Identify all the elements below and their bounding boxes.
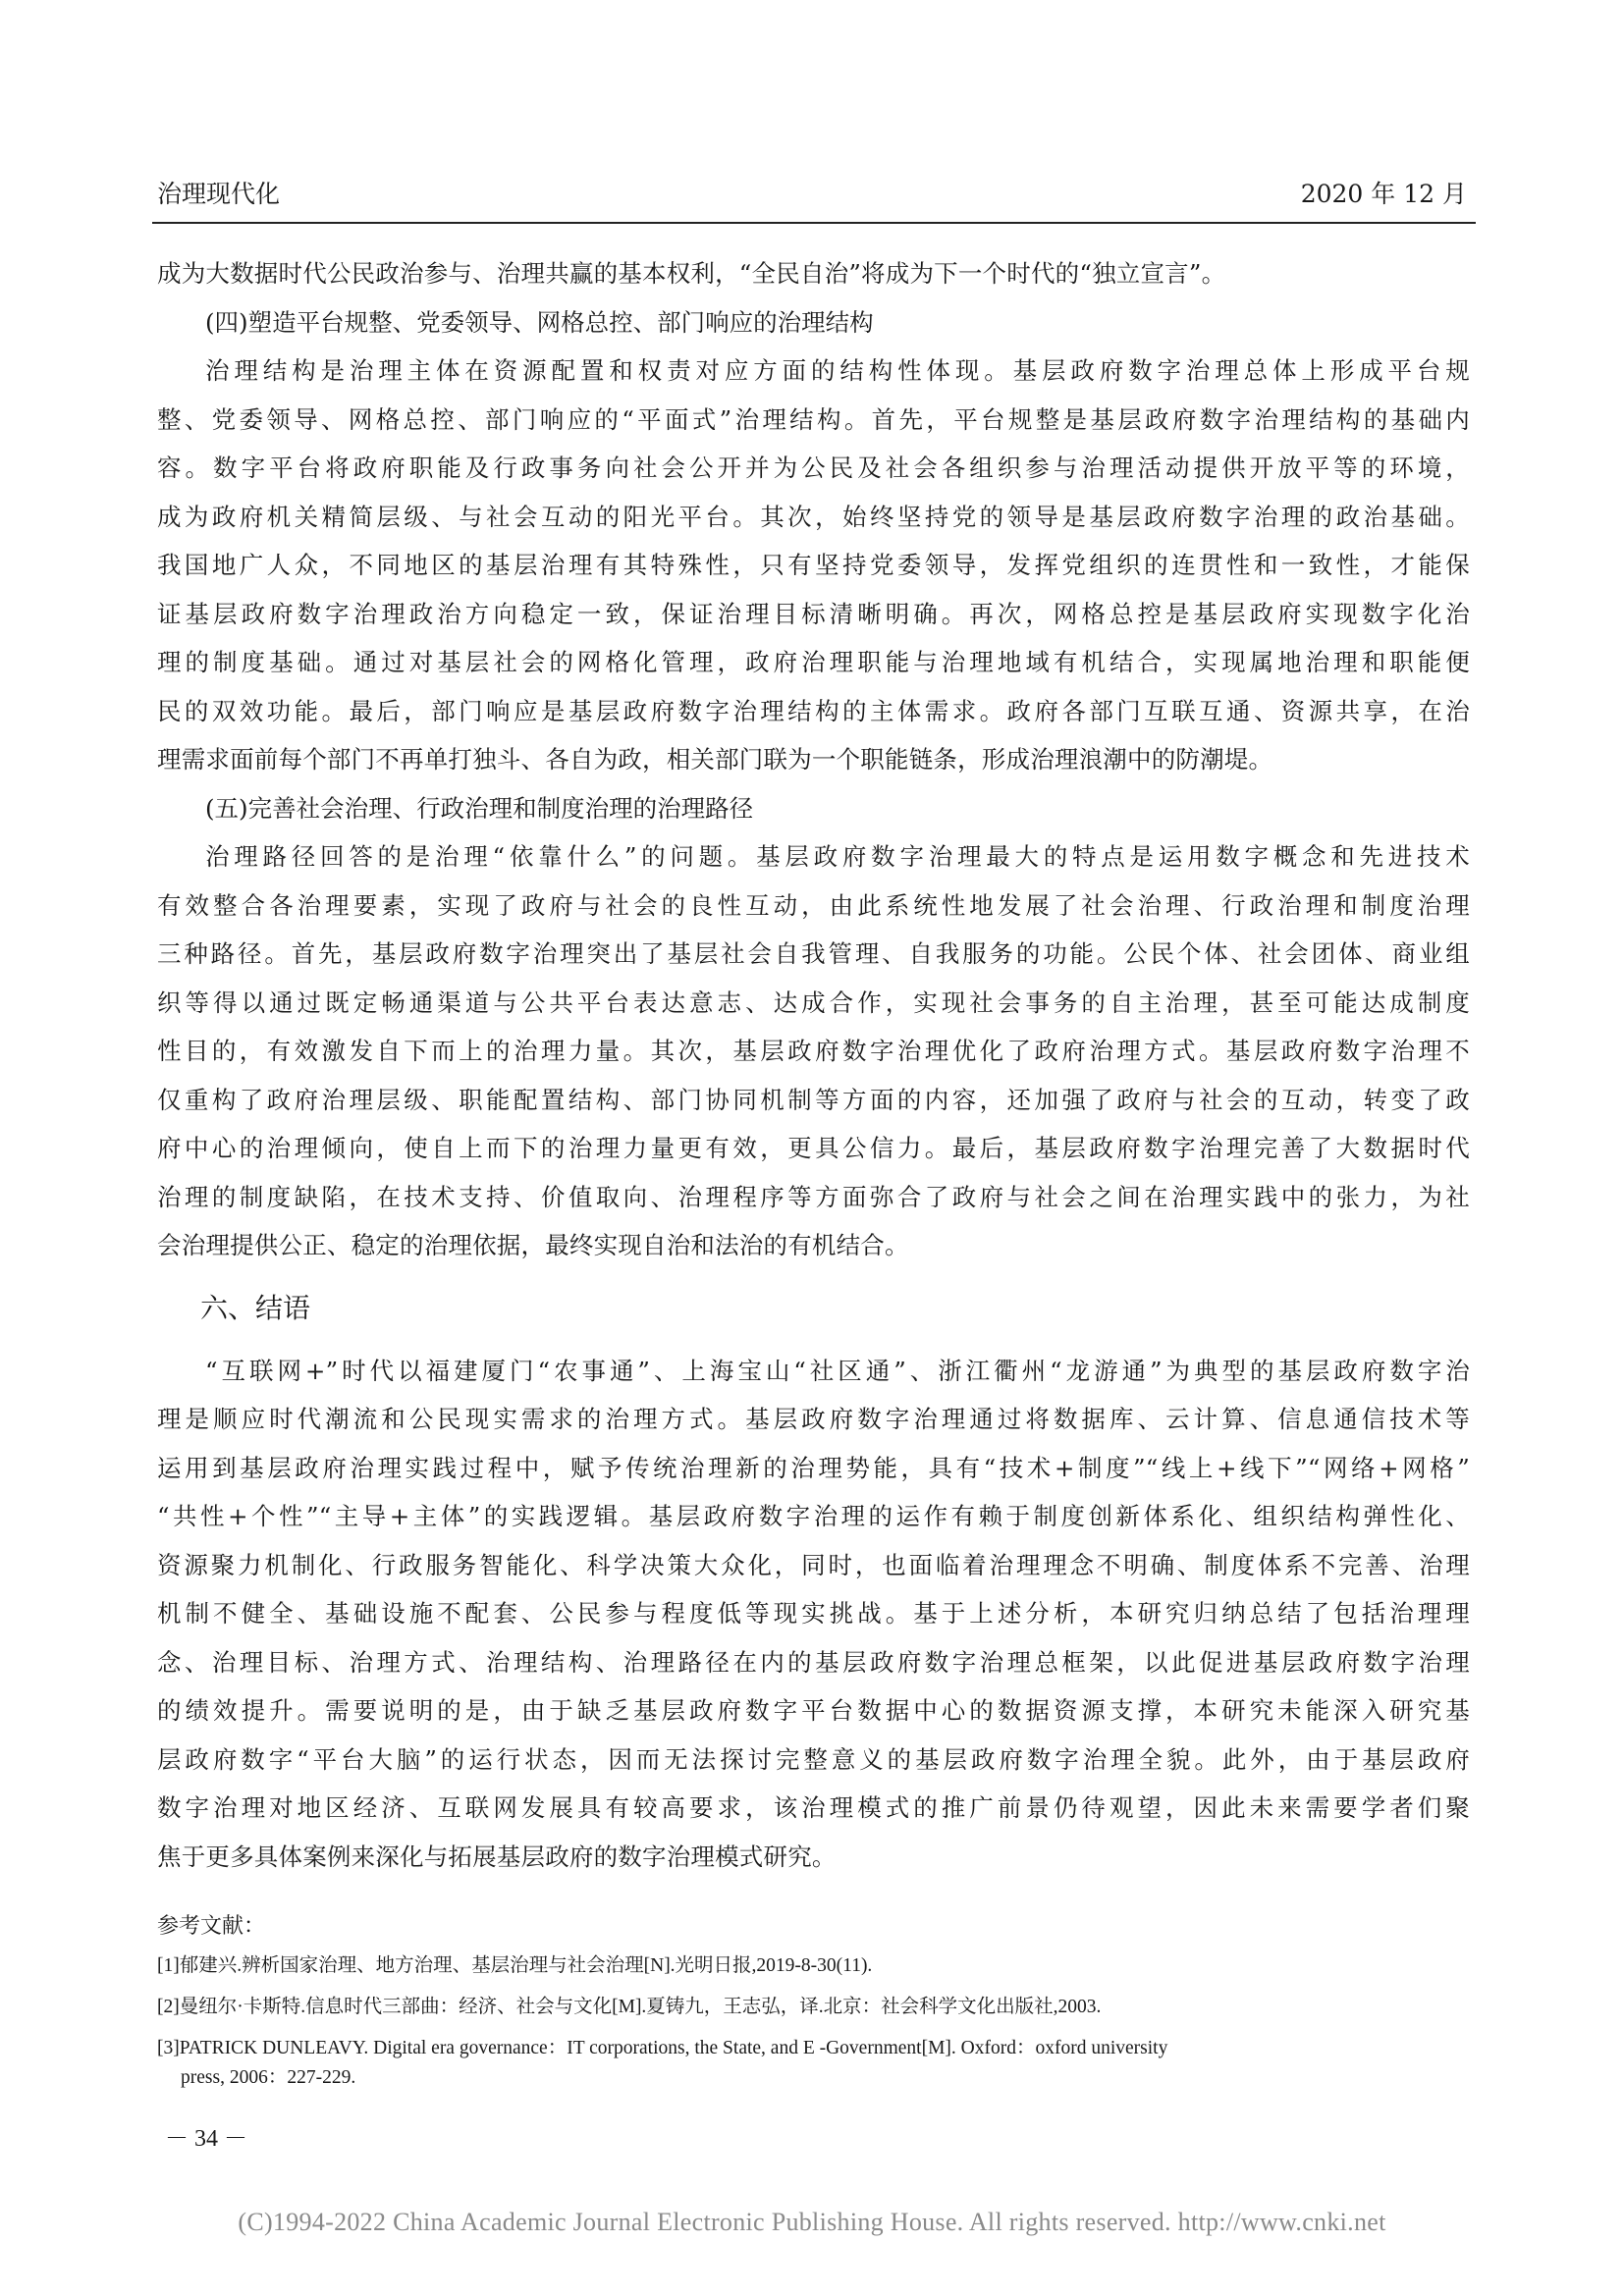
paragraph-continued (157, 249, 1470, 298)
text-line: 层政府数字“平台大脑”的运行状态，因而无法探讨完整意义的基层政府数字治理全貌。此外，由于基层政府 (157, 1744, 1470, 1774)
text-line: 仅重构了政府治理层级、职能配置结构、部门协同机制等方面的内容，还加强了政府与社会的互动，转变了政 (157, 1085, 1470, 1114)
text-line: 证基层政府数字治理政治方向稳定一致，保证治理目标清晰明确。再次，网格总控是基层政府实现数字化治 (157, 599, 1470, 628)
text-line: 念、治理目标、治理方式、治理结构、治理路径在内的基层政府数字治理总框架，以此促进基层政府数字治理 (157, 1647, 1470, 1677)
text-line: 数字治理对地区经济、互联网发展具有较高要求，该治理模式的推广前景仍待观望，因此未来需要学者们聚 (157, 1793, 1470, 1822)
text-line: 治理结构是治理主体在资源配置和权责对应方面的结构性体现。基层政府数字治理总体上形成平台规 (205, 356, 1470, 385)
text-line: 焦于更多具体案例来深化与拓展基层政府的数字治理模式研究。 (157, 1842, 837, 1871)
subheading-5: (五)完善社会治理、行政治理和制度治理的治理路径 (205, 793, 754, 823)
subheading-4: (四)塑造平台规整、党委领导、网格总控、部门响应的治理结构 (205, 307, 874, 337)
text-line: 治理路径回答的是治理“依靠什么”的问题。基层政府数字治理最大的特点是运用数字概念和先进技术 (205, 842, 1470, 871)
copyright-footer: (C)1994-2022 China Academic Journal Electronic Publishing House. All rights reserved. http://www.cnki.net (238, 2208, 1386, 2236)
text-line: 运用到基层政府治理实践过程中，赋予传统治理新的治理势能，具有“技术+制度”“线上+线下”“网络+网格” (157, 1453, 1470, 1482)
text-line: 资源聚力机制化、行政服务智能化、科学决策大众化，同时，也面临着治理理念不明确、制度体系不完善、治理 (157, 1550, 1470, 1579)
text-line: 整、党委领导、网格总控、部门响应的“平面式”治理结构。首先，平台规整是基层政府数字治理结构的基础内 (157, 404, 1470, 434)
reference-text-continued: press, 2006：227-229. (181, 2067, 356, 2088)
text-line: 理是顺应时代潮流和公民现实需求的治理方式。基层政府数字治理通过将数据库、云计算、信息通信技术等 (157, 1405, 1470, 1433)
text-line: 治理的制度缺陷，在技术支持、价值取向、治理程序等方面弥合了政府与社会之间在治理实践中的张力，为社 (157, 1182, 1470, 1211)
text-line: 成为政府机关精简层级、与社会互动的阳光平台。其次，始终坚持党的领导是基层政府数字治理的政治基础。 (157, 502, 1470, 531)
text-line: 三种路径。首先，基层政府数字治理突出了基层社会自我管理、自我服务的功能。公民个体、社会团体、商业组 (157, 939, 1470, 968)
page-number: － 34 － (165, 2126, 247, 2152)
journal-name: 治理现代化 (157, 180, 281, 208)
reference-text: [3]PATRICK DUNLEAVY. Digital era governance：IT corporations, the State, and E -Government[M]. Oxford：oxford university (157, 2038, 1168, 2058)
paragraph-conclusion (157, 1347, 1470, 1882)
text-line: 有效整合各治理要素，实现了政府与社会的良性互动，由此系统性地发展了社会治理、行政治理和制度治理 (157, 890, 1470, 920)
paragraph-governance-structure (157, 347, 1470, 784)
text-line: 民的双效功能。最后，部门响应是基层政府数字治理结构的主体需求。政府各部门互联互通、资源共享，在治 (157, 696, 1470, 725)
text-line: 成为大数据时代公民政治参与、治理共赢的基本权利，“全民自治”将成为下一个时代的“独立宣言”。 (157, 259, 1226, 288)
references (157, 1908, 1470, 2105)
references-title: 参考文献： (157, 1913, 266, 1938)
text-line: 府中心的治理倾向，使自上而下的治理力量更有效，更具公信力。最后，基层政府数字治理完善了大数据时代 (157, 1134, 1470, 1162)
reference-item (157, 2034, 1470, 2093)
text-line: 织等得以通过既定畅通渠道与公共平台表达意志、达成合作，实现社会事务的自主治理，甚至可能达成制度 (157, 988, 1470, 1017)
text-line: 机制不健全、基础设施不配套、公民参与程度低等现实挑战。基于上述分析，本研究归纳总结了包括治理理 (157, 1599, 1470, 1628)
text-line: 理的制度基础。通过对基层社会的网格化管理，政府治理职能与治理地域有机结合，实现属地治理和职能便 (157, 648, 1470, 676)
text-line: 理需求面前每个部门不再单打独斗、各自为政，相关部门联为一个职能链条，形成治理浪潮中的防潮堤。 (157, 745, 1273, 774)
paragraph-governance-path (157, 832, 1470, 1270)
reference-item: [1]郁建兴.辨析国家治理、地方治理、基层治理与社会治理[N].光明日报,2019-8-30(11). (157, 1955, 873, 1976)
text-line: 我国地广人众，不同地区的基层治理有其特殊性，只有坚持党委领导，发挥党组织的连贯性和一致性，才能保 (157, 551, 1470, 579)
reference-item: [2]曼纽尔·卡斯特.信息时代三部曲：经济、社会与文化[M].夏铸九，王志弘，译.北京：社会科学文化出版社,2003. (157, 1997, 1102, 2017)
header-rule (152, 222, 1476, 224)
running-header (157, 175, 1467, 214)
text-line: 容。数字平台将政府职能及行政事务向社会公开并为公民及社会各组织参与治理活动提供开放平等的环境， (157, 454, 1470, 482)
text-line: “共性+个性”“主导+主体”的实践逻辑。基层政府数字治理的运作有赖于制度创新体系化、组织结构弹性化、 (157, 1502, 1470, 1530)
text-line: 会治理提供公正、稳定的治理依据，最终实现自治和法治的有机结合。 (157, 1231, 909, 1259)
text-line: 的绩效提升。需要说明的是，由于缺乏基层政府数字平台数据中心的数据资源支撑，本研究未能深入研究基 (157, 1696, 1470, 1725)
section-heading-conclusion: 六、结语 (200, 1291, 311, 1324)
text-line: 性目的，有效激发自下而上的治理力量。其次，基层政府数字治理优化了政府治理方式。基层政府数字治理不 (157, 1037, 1470, 1065)
article-body (157, 249, 1470, 1881)
text-line: “互联网+”时代以福建厦门“农事通”、上海宝山“社区通”、浙江衢州“龙游通”为典型的基层政府数字治 (205, 1356, 1470, 1385)
issue-date: 2020 年 12 月 (1300, 180, 1467, 208)
